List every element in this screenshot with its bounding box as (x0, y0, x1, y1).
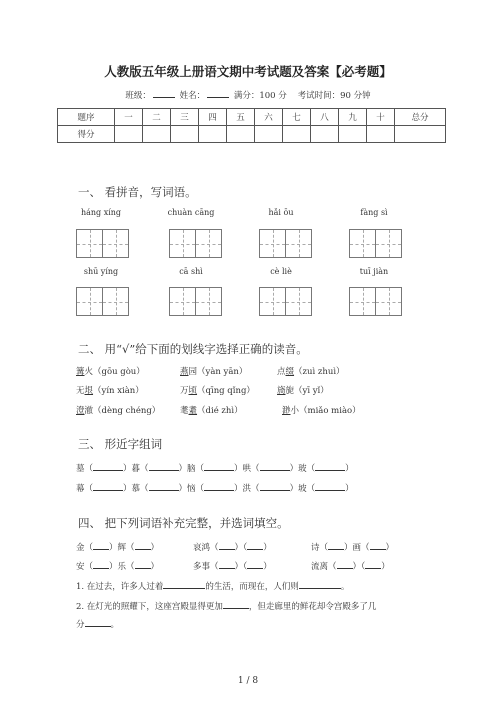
idiom-row: 诗（ ）画（ ） (311, 540, 394, 553)
answer-blank[interactable] (204, 481, 234, 491)
score-table-score-row (58, 126, 446, 143)
score-header-cell: 一 (115, 109, 143, 126)
score-header-cell: 二 (143, 109, 171, 126)
fill-sentence-1: 1. 在过去，许多人过着 的生活，而现在，人们则 。 (76, 579, 349, 592)
writing-grid[interactable] (76, 229, 129, 258)
reading-item: 无垠（yín xiàn） (76, 386, 144, 396)
score-header-cell: 题序 (58, 109, 115, 126)
writing-grid[interactable] (169, 287, 222, 316)
score-header-cell: 十 (367, 109, 395, 126)
section-1-heading: 一、 看拼音，写词语。 (78, 185, 197, 199)
score-header-cell: 六 (255, 109, 283, 126)
score-row-label: 得分 (58, 126, 115, 143)
pinyin-label: háng xíng (80, 208, 122, 217)
writing-grid[interactable] (76, 287, 129, 316)
pinyin-label: fàng sì (360, 208, 388, 217)
answer-blank[interactable] (135, 559, 151, 569)
answer-blank[interactable] (149, 461, 179, 471)
pinyin-label: cè liè (270, 267, 292, 276)
idiom-row: 流离（ ）（ ） (311, 559, 390, 572)
score-cell[interactable] (311, 126, 339, 143)
pinyin-label: chuàn cāng (167, 208, 215, 217)
pinyin-label: shū yíng (83, 267, 119, 276)
score-cell[interactable] (367, 126, 395, 143)
score-cell[interactable] (283, 126, 311, 143)
score-header-cell: 七 (283, 109, 311, 126)
answer-blank[interactable] (260, 461, 290, 471)
score-header-cell: 四 (199, 109, 227, 126)
score-label: 满分：100 分 (233, 91, 287, 101)
section-4-heading: 四、 把下列词语补充完整，并选词填空。 (78, 516, 289, 530)
answer-blank[interactable] (247, 559, 263, 569)
score-header-cell: 五 (227, 109, 255, 126)
answer-blank[interactable] (163, 579, 205, 589)
word-group-row: 墓（ ）暮（ ）脑（ ）哄（ ）玻（ ） (76, 461, 354, 474)
reading-item: 旖旎（yī yǐ） (277, 386, 329, 396)
answer-blank[interactable] (149, 481, 179, 491)
writing-grid[interactable] (169, 229, 222, 258)
answer-blank[interactable] (204, 461, 234, 471)
writing-grid[interactable] (259, 287, 312, 316)
reading-item: 点缀（zuì zhuì） (277, 367, 345, 377)
answer-blank[interactable] (219, 559, 235, 569)
score-cell[interactable] (115, 126, 143, 143)
class-blank (153, 88, 175, 98)
reading-item: 澄澈（dèng chéng） (76, 406, 161, 416)
answer-blank[interactable] (93, 559, 109, 569)
answer-blank[interactable] (260, 481, 290, 491)
pinyin-label: tuī jiàn (359, 267, 389, 276)
reading-item: 渺小（miǎo miào） (282, 406, 361, 416)
section-2-heading: 二、 用“√”给下面的划线字选择正确的读音。 (78, 342, 308, 356)
answer-blank[interactable] (299, 579, 341, 589)
score-cell[interactable] (227, 126, 255, 143)
score-header-cell: 三 (171, 109, 199, 126)
reading-item: 燕园（yàn yān） (180, 367, 248, 377)
document-title: 人教版五年级上册语文期中考试题及答案【必考题】 (104, 64, 392, 79)
answer-blank[interactable] (93, 481, 123, 491)
section-3-heading: 三、 形近字组词 (78, 437, 163, 451)
time-label: 考试时间：90 分钟 (297, 91, 371, 101)
score-table-header-row (58, 109, 446, 126)
writing-grid[interactable] (259, 229, 312, 258)
answer-blank[interactable] (365, 559, 381, 569)
pinyin-label: hǎi ōu (268, 208, 294, 217)
score-header-cell: 总分 (395, 109, 446, 126)
answer-blank[interactable] (93, 540, 109, 550)
score-header-cell: 八 (311, 109, 339, 126)
answer-blank[interactable] (370, 540, 386, 550)
fill-sentence-2: 2. 在灯光的照耀下，这座宫殿显得更加 ，但走廊里的鲜花却令宫殿多了几 (76, 599, 376, 612)
idiom-row: 金（ ）辉（ ） (76, 540, 159, 553)
answer-blank[interactable] (247, 540, 263, 550)
score-cell[interactable] (255, 126, 283, 143)
answer-blank[interactable] (93, 461, 123, 471)
reading-item: 篝火（gōu gòu） (76, 367, 145, 377)
answer-blank[interactable] (337, 559, 353, 569)
answer-blank[interactable] (85, 617, 111, 627)
class-label: 班级： (125, 91, 151, 101)
score-cell[interactable] (339, 126, 367, 143)
fill-sentence-2-cont: 分 。 (76, 617, 119, 630)
reading-item: 耄耋（dié zhì） (180, 406, 243, 416)
answer-blank[interactable] (219, 540, 235, 550)
score-cell[interactable] (199, 126, 227, 143)
score-cell[interactable] (143, 126, 171, 143)
score-table (57, 108, 446, 143)
word-group-row: 幕（ ）慕（ ）恼（ ）洪（ ）坡（ ） (76, 481, 354, 494)
pinyin-label: cā shì (179, 267, 203, 276)
score-cell[interactable] (171, 126, 199, 143)
answer-blank[interactable] (315, 481, 345, 491)
answer-blank[interactable] (328, 540, 344, 550)
reading-item: 万顷（qīng qǐng） (180, 386, 255, 396)
score-cell[interactable] (395, 126, 446, 143)
answer-blank[interactable] (223, 599, 249, 609)
writing-grid[interactable] (349, 229, 402, 258)
answer-blank[interactable] (315, 461, 345, 471)
idiom-row: 多事（ ）（ ） (193, 559, 272, 572)
idiom-row: 哀鸿（ ）（ ） (193, 540, 272, 553)
answer-blank[interactable] (135, 540, 151, 550)
name-blank (207, 88, 229, 98)
page-number: 1 / 8 (237, 676, 259, 686)
name-label: 姓名： (179, 91, 206, 101)
score-header-cell: 九 (339, 109, 367, 126)
idiom-row: 安（ ）乐（ ） (76, 559, 159, 572)
exam-info (0, 88, 496, 101)
writing-grid[interactable] (349, 287, 402, 316)
